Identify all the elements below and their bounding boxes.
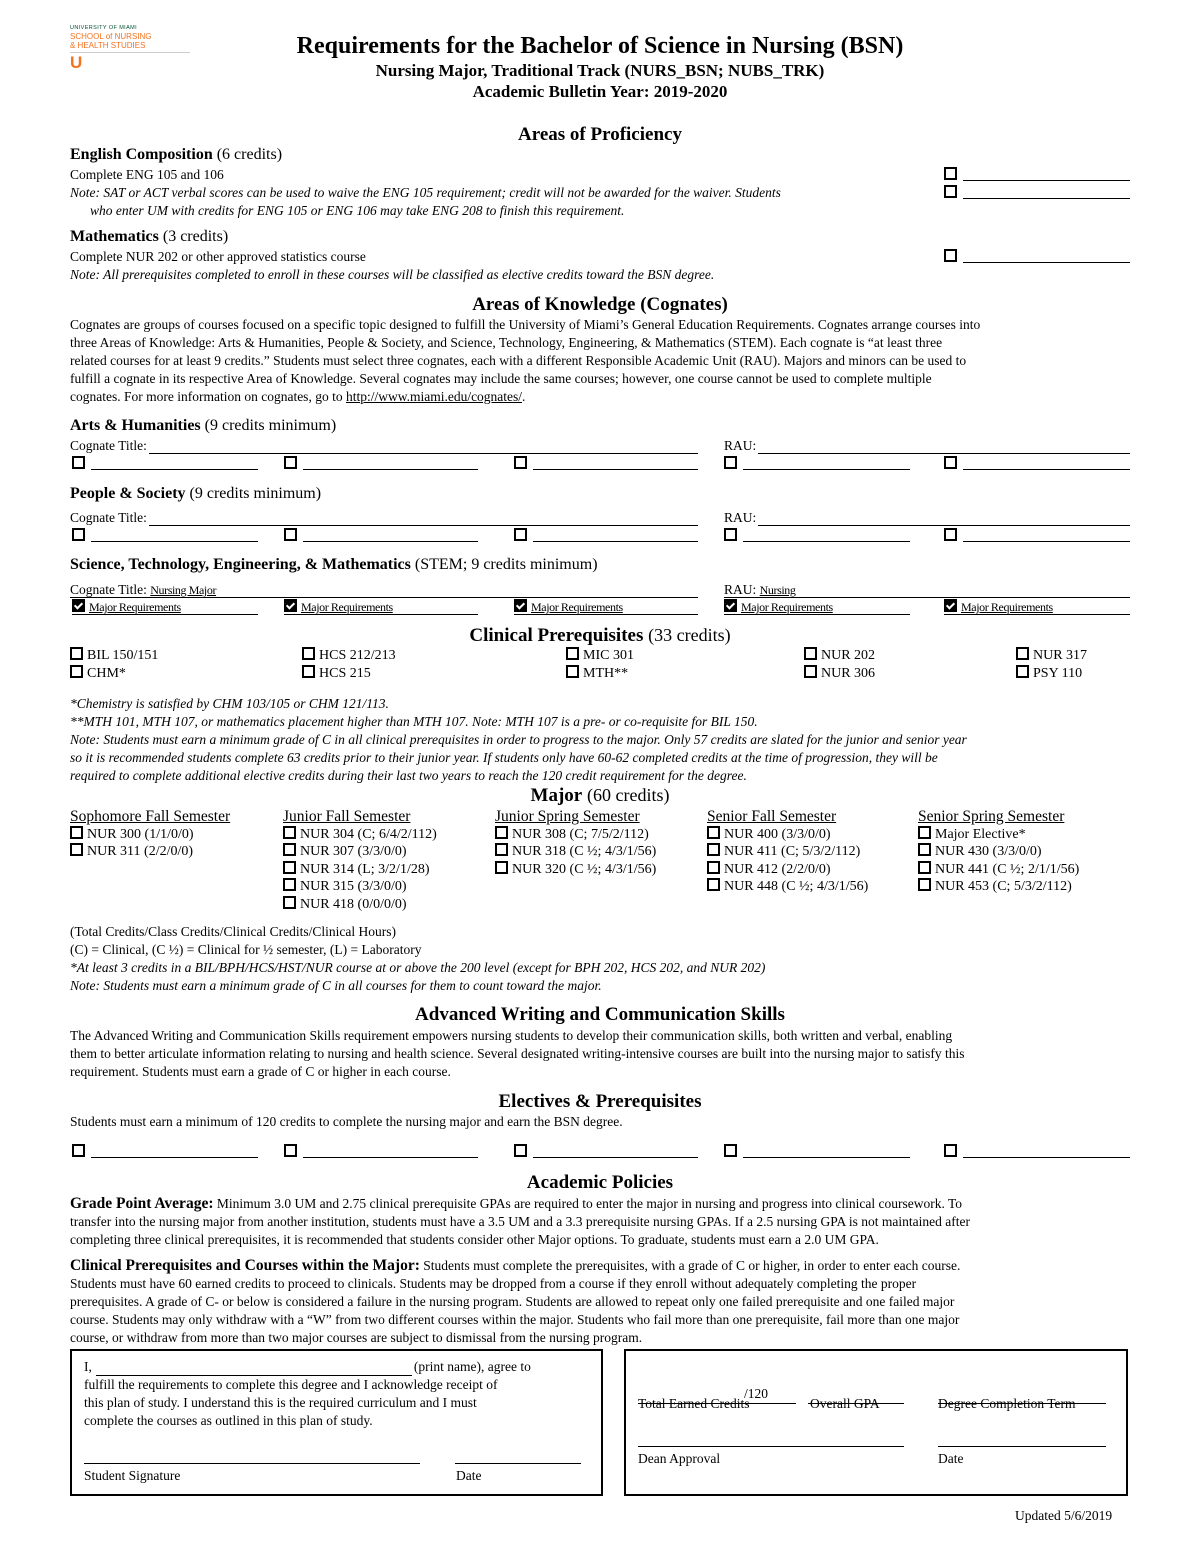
credits-value: /120: [743, 1386, 768, 1401]
elective-slot-4[interactable]: [724, 1143, 910, 1158]
list-item[interactable]: NUR 308 (C; 7/5/2/112): [495, 826, 656, 844]
grade-line[interactable]: [963, 248, 1130, 263]
arts-cognate-title[interactable]: Cognate Title:: [70, 437, 698, 455]
term-label: Degree Completion Term: [938, 1396, 1076, 1411]
course-line[interactable]: [303, 527, 478, 542]
stem-rau[interactable]: RAU: Nursing: [724, 581, 1130, 598]
english-heading: English Composition (6 credits): [70, 146, 283, 163]
checkbox[interactable]: [302, 665, 315, 678]
checkbox[interactable]: [495, 861, 508, 874]
gpa-policy: Grade Point Average: Minimum 3.0 UM and 2.75 clinical prerequisite GPAs are required to enter the major in nursing and progress into clinical coursework. To transfer into the nursing major from another institution, students must have a 3.5 UM and a 3.3 prerequisite nursing GPAs. If a 2.5 nursing GPA is not maintained after completing three clinical prerequisites, it is recommended that students consider other Major options. To graduate, students must earn a 2.0 UM GPA.: [70, 1195, 970, 1247]
checkbox[interactable]: [283, 843, 296, 856]
signature-date-line[interactable]: [455, 1463, 581, 1464]
cognates-link[interactable]: http://www.miami.edu/cognates/: [345, 389, 523, 404]
list-item[interactable]: NUR 318 (C ½; 4/3/1/56): [495, 843, 656, 861]
policies-title: Academic Policies: [526, 1172, 674, 1193]
checkbox[interactable]: [804, 647, 817, 660]
list-item[interactable]: NUR 315 (3/3/0/0): [283, 878, 437, 896]
dean-line[interactable]: [638, 1446, 904, 1447]
checkbox[interactable]: [566, 647, 579, 660]
list-item[interactable]: Major Elective*: [918, 826, 1079, 844]
people-cognate-title[interactable]: Cognate Title:: [70, 509, 698, 527]
course-line[interactable]: [963, 455, 1130, 470]
math-heading: Mathematics (3 credits): [70, 228, 229, 245]
course-line[interactable]: [533, 527, 698, 542]
arts-rau[interactable]: RAU:: [724, 437, 1130, 455]
major-title: Major (60 credits): [530, 785, 670, 806]
checkbox[interactable]: [283, 861, 296, 874]
checkbox[interactable]: [944, 528, 957, 541]
checkbox[interactable]: [284, 528, 297, 541]
checkbox[interactable]: [707, 878, 720, 891]
list-item[interactable]: NUR 202: [804, 647, 875, 665]
rau-line[interactable]: [758, 439, 1130, 454]
writing-title: Advanced Writing and Communication Skills: [415, 1004, 785, 1025]
stem-slot-4[interactable]: Major Requirements: [724, 599, 910, 615]
math-slot[interactable]: [944, 248, 1130, 263]
cognate-title-line[interactable]: [149, 439, 698, 454]
checkbox[interactable]: [72, 1144, 85, 1157]
checkbox[interactable]: [72, 456, 85, 469]
course-line[interactable]: [963, 527, 1130, 542]
list-item[interactable]: NUR 411 (C; 5/3/2/112): [707, 843, 868, 861]
updated-date: Updated 5/6/2019: [1015, 1508, 1113, 1523]
checkbox[interactable]: [724, 456, 737, 469]
clinical-notes: *Chemistry is satisfied by CHM 103/105 or CHM 121/113. **MTH 101, MTH 107, or mathematics placement higher than MTH 107. Note: MTH 107 is a pre- or co-requisite for BIL 150. Note: Students must earn a minimum grade of C in all clinical prerequisites in order to progress to the major. Only 57 credits are slated for the junior and senior year so it is recommended students complete 63 credits prior to their junior year. If students only have 60-62 completed credits at the time of progression, they will be required to complete additional elective credits during their last two years to reach the 120 credit requirement for the degree.: [70, 696, 967, 783]
list-item[interactable]: NUR 306: [804, 665, 875, 683]
approval-box: [624, 1349, 1128, 1496]
list-item[interactable]: NUR 320 (C ½; 4/3/1/56): [495, 861, 656, 879]
clinical-title: Clinical Prerequisites (33 credits): [469, 625, 731, 646]
checked-checkbox[interactable]: [284, 599, 297, 612]
list-item[interactable]: NUR 400 (3/3/0/0): [707, 826, 868, 844]
list-item[interactable]: NUR 304 (C; 6/4/2/112): [283, 826, 437, 844]
checkbox[interactable]: [707, 861, 720, 874]
major-col-5: [918, 808, 1079, 896]
checkbox[interactable]: [918, 826, 931, 839]
checkbox[interactable]: [302, 647, 315, 660]
checkbox[interactable]: [1016, 647, 1029, 660]
clinical-col-2: [302, 647, 396, 682]
signature-line[interactable]: [84, 1463, 420, 1464]
checkbox[interactable]: [804, 665, 817, 678]
checkbox[interactable]: [495, 826, 508, 839]
arts-course-slot-5[interactable]: [944, 455, 1130, 470]
checkbox[interactable]: [70, 647, 83, 660]
course-line[interactable]: [963, 1143, 1130, 1158]
course-line[interactable]: [303, 1143, 478, 1158]
major-col-1: [70, 808, 230, 861]
page-subtitle-track: Nursing Major, Traditional Track (NURS_BSN; NUBS_TRK): [375, 61, 825, 80]
checkbox[interactable]: [944, 249, 957, 262]
clinical-policy: Clinical Prerequisites and Courses within the Major: Students must complete the prerequisites, with a grade of C or higher, in order to enter each course. Students must have 60 earned credits to proceed to clinicals. Students may be dropped from a course if they enroll without adequately completing the proper prerequisites. A grade of C- or below is considered a failure in the nursing program. Students are allowed to repeat only one failed prerequisite and one failed major course. Students may only withdraw with a “W” from two different courses within the major. Students who fail more than one prerequisite, fail more than one major course, or withdraw from more than two major courses are subject to dismissal from the nursing program.: [70, 1257, 961, 1345]
semester-heading: Junior Spring Semester: [495, 808, 640, 825]
dean-date-label: Date: [938, 1451, 964, 1466]
checkbox[interactable]: [918, 861, 931, 874]
math-requirement: Complete NUR 202 or other approved statistics course: [70, 249, 366, 264]
list-item[interactable]: CHM*: [70, 665, 158, 683]
knowledge-description: Cognates are groups of courses focused on a specific topic designed to fulfill the University of Miami’s General Education Requirements. Cognates arrange courses into three Areas of Knowledge: Arts & Humanities, People & Society, and Science, Technology, Engineering, & Mathematics (STEM). Each cognate is “at least three related courses for at least 9 credits.” Students must select three cognates, each with a different Responsible Academic Unit (RAU). Majors and minors can be used to fulfill a cognate in its respective Area of Knowledge. Several cognates may include the same courses; however, one course cannot be used to complete multiple cognates. For more information on cognates, go to http://www.miami.edu/cognates/.: [70, 317, 981, 404]
semester-heading: Senior Fall Semester: [707, 808, 837, 825]
list-item[interactable]: NUR 418 (0/0/0/0): [283, 896, 437, 914]
dean-label: Dean Approval: [638, 1451, 721, 1466]
checkbox[interactable]: [944, 456, 957, 469]
checked-checkbox[interactable]: [72, 599, 85, 612]
checkbox[interactable]: [284, 1144, 297, 1157]
electives-description: Students must earn a minimum of 120 credits to complete the nursing major and earn the BSN degree.: [70, 1114, 623, 1129]
stem-slot-1[interactable]: Major Requirements: [72, 599, 258, 615]
clinical-col-3: [566, 647, 634, 682]
electives-title: Electives & Prerequisites: [498, 1091, 702, 1112]
checkbox[interactable]: [284, 456, 297, 469]
major-legend: (Total Credits/Class Credits/Clinical Credits/Clinical Hours) (C) = Clinical, (C ½) = Clinical for ½ semester, (L) = Laboratory *At least 3 credits in a BIL/BPH/HCS/HST/NUR course at or above the 200 level (except for BPH 202, HCS 202, and NUR 202) Note: Students must earn a minimum grade of C in all courses for them to count toward the major.: [70, 924, 766, 993]
list-item[interactable]: MIC 301: [566, 647, 634, 665]
list-item[interactable]: NUR 314 (L; 3/2/1/28): [283, 861, 437, 879]
checkbox[interactable]: [724, 1144, 737, 1157]
logo-line-university: UNIVERSITY OF MIAMI: [70, 25, 138, 31]
checkbox[interactable]: [72, 528, 85, 541]
course-line[interactable]: [533, 1143, 698, 1158]
checkbox[interactable]: [707, 843, 720, 856]
stem-cognate-value: Nursing Major: [150, 583, 217, 597]
elective-slot-1[interactable]: [72, 1143, 258, 1158]
english-slot-2[interactable]: [944, 184, 1130, 199]
agreement-line-2: fulfill the requirements to complete this degree and I acknowledge receipt of: [84, 1377, 498, 1392]
arts-course-slot-3[interactable]: [514, 455, 698, 470]
checkbox[interactable]: [514, 528, 527, 541]
checkbox[interactable]: [514, 456, 527, 469]
list-item[interactable]: NUR 441 (C ½; 2/1/1/56): [918, 861, 1079, 879]
elective-slot-5[interactable]: [944, 1143, 1130, 1158]
page-title: Requirements for the Bachelor of Science in Nursing (BSN): [296, 33, 904, 59]
people-course-slot-1[interactable]: [72, 527, 258, 542]
page-subtitle-year: Academic Bulletin Year: 2019-2020: [472, 82, 728, 101]
checkbox[interactable]: [495, 843, 508, 856]
people-course-slot-3[interactable]: [514, 527, 698, 542]
agreement-line-4: complete the courses as outlined in this plan of study.: [84, 1413, 373, 1428]
clinical-col-5: [1016, 647, 1087, 682]
arts-course-slot-4[interactable]: [724, 455, 910, 470]
arts-course-slot-1[interactable]: [72, 455, 258, 470]
clinical-col-1: [70, 647, 158, 682]
arts-heading: Arts & Humanities (9 credits minimum): [70, 417, 337, 434]
knowledge-title: Areas of Knowledge (Cognates): [472, 294, 728, 315]
list-item[interactable]: BIL 150/151: [70, 647, 158, 665]
grade-line[interactable]: [963, 184, 1130, 199]
english-slot-1[interactable]: [944, 166, 1130, 181]
people-course-slot-5[interactable]: [944, 527, 1130, 542]
list-item[interactable]: HCS 212/213: [302, 647, 396, 665]
course-line[interactable]: [743, 455, 910, 470]
people-course-slot-2[interactable]: [284, 527, 478, 542]
elective-slot-2[interactable]: [284, 1143, 478, 1158]
english-requirement: Complete ENG 105 and 106: [70, 167, 224, 182]
course-line[interactable]: [743, 527, 910, 542]
semester-heading: Sophomore Fall Semester: [70, 808, 231, 825]
arts-course-slot-2[interactable]: [284, 455, 478, 470]
checked-checkbox[interactable]: [514, 599, 527, 612]
list-item[interactable]: MTH**: [566, 665, 634, 683]
list-item[interactable]: NUR 430 (3/3/0/0): [918, 843, 1079, 861]
proficiency-title: Areas of Proficiency: [518, 124, 682, 145]
checkbox[interactable]: [283, 896, 296, 909]
course-line[interactable]: [743, 1143, 910, 1158]
dean-date-line[interactable]: [938, 1446, 1106, 1447]
course-line[interactable]: [91, 527, 258, 542]
people-rau[interactable]: RAU:: [724, 509, 1130, 527]
list-item[interactable]: NUR 311 (2/2/0/0): [70, 843, 230, 861]
people-heading: People & Society (9 credits minimum): [70, 485, 322, 502]
stem-slot-5[interactable]: Major Requirements: [944, 599, 1130, 615]
list-item[interactable]: NUR 453 (C; 5/3/2/112): [918, 878, 1079, 896]
checkbox[interactable]: [944, 185, 957, 198]
list-item[interactable]: NUR 448 (C ½; 4/3/1/56): [707, 878, 868, 896]
checkbox[interactable]: [918, 843, 931, 856]
list-item[interactable]: HCS 215: [302, 665, 396, 683]
list-item[interactable]: NUR 412 (2/2/0/0): [707, 861, 868, 879]
list-item[interactable]: NUR 307 (3/3/0/0): [283, 843, 437, 861]
stem-slot-2[interactable]: Major Requirements: [284, 599, 478, 615]
course-line[interactable]: [533, 455, 698, 470]
checkbox[interactable]: [944, 1144, 957, 1157]
header: [0, 32, 1200, 102]
agreement-print-name: (print name), agree to: [413, 1359, 531, 1374]
grade-line[interactable]: [963, 166, 1130, 181]
checkbox[interactable]: [70, 665, 83, 678]
checkbox[interactable]: [514, 1144, 527, 1157]
course-line[interactable]: [91, 1143, 258, 1158]
major-col-3: [495, 808, 656, 878]
signature-label: Student Signature: [84, 1468, 181, 1483]
list-item[interactable]: NUR 317: [1016, 647, 1087, 665]
major-col-4: [707, 808, 868, 896]
english-note-1: Note: SAT or ACT verbal scores can be used to waive the ENG 105 requirement; credit will not be awarded for the waiver. Students: [70, 185, 781, 200]
stem-cognate-title[interactable]: Cognate Title: Nursing Major: [70, 581, 698, 598]
agreement-i: I,: [84, 1359, 92, 1374]
signature-date-label: Date: [456, 1468, 482, 1483]
semester-heading: Senior Spring Semester: [918, 808, 1065, 825]
stem-rau-value: Nursing: [759, 583, 796, 597]
checked-checkbox[interactable]: [944, 599, 957, 612]
checkbox[interactable]: [70, 826, 83, 839]
checkbox[interactable]: [724, 528, 737, 541]
semester-heading: Junior Fall Semester: [283, 808, 411, 825]
checkbox[interactable]: [707, 826, 720, 839]
list-item[interactable]: NUR 300 (1/1/0/0): [70, 826, 230, 844]
cognate-title-line[interactable]: [149, 511, 698, 526]
rau-line[interactable]: [758, 511, 1130, 526]
elective-slot-3[interactable]: [514, 1143, 698, 1158]
stem-heading: Science, Technology, Engineering, & Mathematics (STEM; 9 credits minimum): [70, 556, 598, 573]
agreement-line-3: this plan of study. I understand this is the required curriculum and I must: [84, 1395, 477, 1410]
course-line[interactable]: [91, 455, 258, 470]
checkbox[interactable]: [918, 878, 931, 891]
checkbox[interactable]: [70, 843, 83, 856]
total-credits-label: Total Earned Credits: [638, 1396, 750, 1411]
checkbox[interactable]: [283, 878, 296, 891]
agreement-box: [70, 1349, 603, 1496]
people-course-slot-4[interactable]: [724, 527, 910, 542]
gpa-label: Overall GPA: [810, 1396, 880, 1411]
checkbox[interactable]: [566, 665, 579, 678]
writing-description: The Advanced Writing and Communication Skills requirement empowers nursing students to develop their communication skills, both written and verbal, enabling them to better articulate information relating to nursing and health science. Several designated writing-intensive courses are built into the nursing major to satisfy this requirement. Students must earn a grade of C or higher in each course.: [70, 1028, 965, 1079]
english-note-2: who enter UM with credits for ENG 105 or ENG 106 may take ENG 208 to finish this requirement.: [90, 203, 625, 218]
checkbox[interactable]: [944, 167, 957, 180]
major-col-2: [283, 808, 437, 913]
clinical-col-4: [804, 647, 875, 682]
stem-slot-3[interactable]: Major Requirements: [514, 599, 698, 615]
list-item[interactable]: PSY 110: [1016, 665, 1087, 683]
logo-u-mark: U: [70, 53, 83, 72]
checked-checkbox[interactable]: [724, 599, 737, 612]
course-line[interactable]: [303, 455, 478, 470]
checkbox[interactable]: [1016, 665, 1029, 678]
checkbox[interactable]: [283, 826, 296, 839]
logo-line-health: & HEALTH STUDIES: [70, 41, 146, 50]
print-name-line[interactable]: [96, 1361, 412, 1376]
math-note: Note: All prerequisites completed to enroll in these courses will be classified as elective credits toward the BSN degree.: [70, 267, 715, 282]
logo-line-school: SCHOOL of NURSING: [70, 32, 152, 41]
